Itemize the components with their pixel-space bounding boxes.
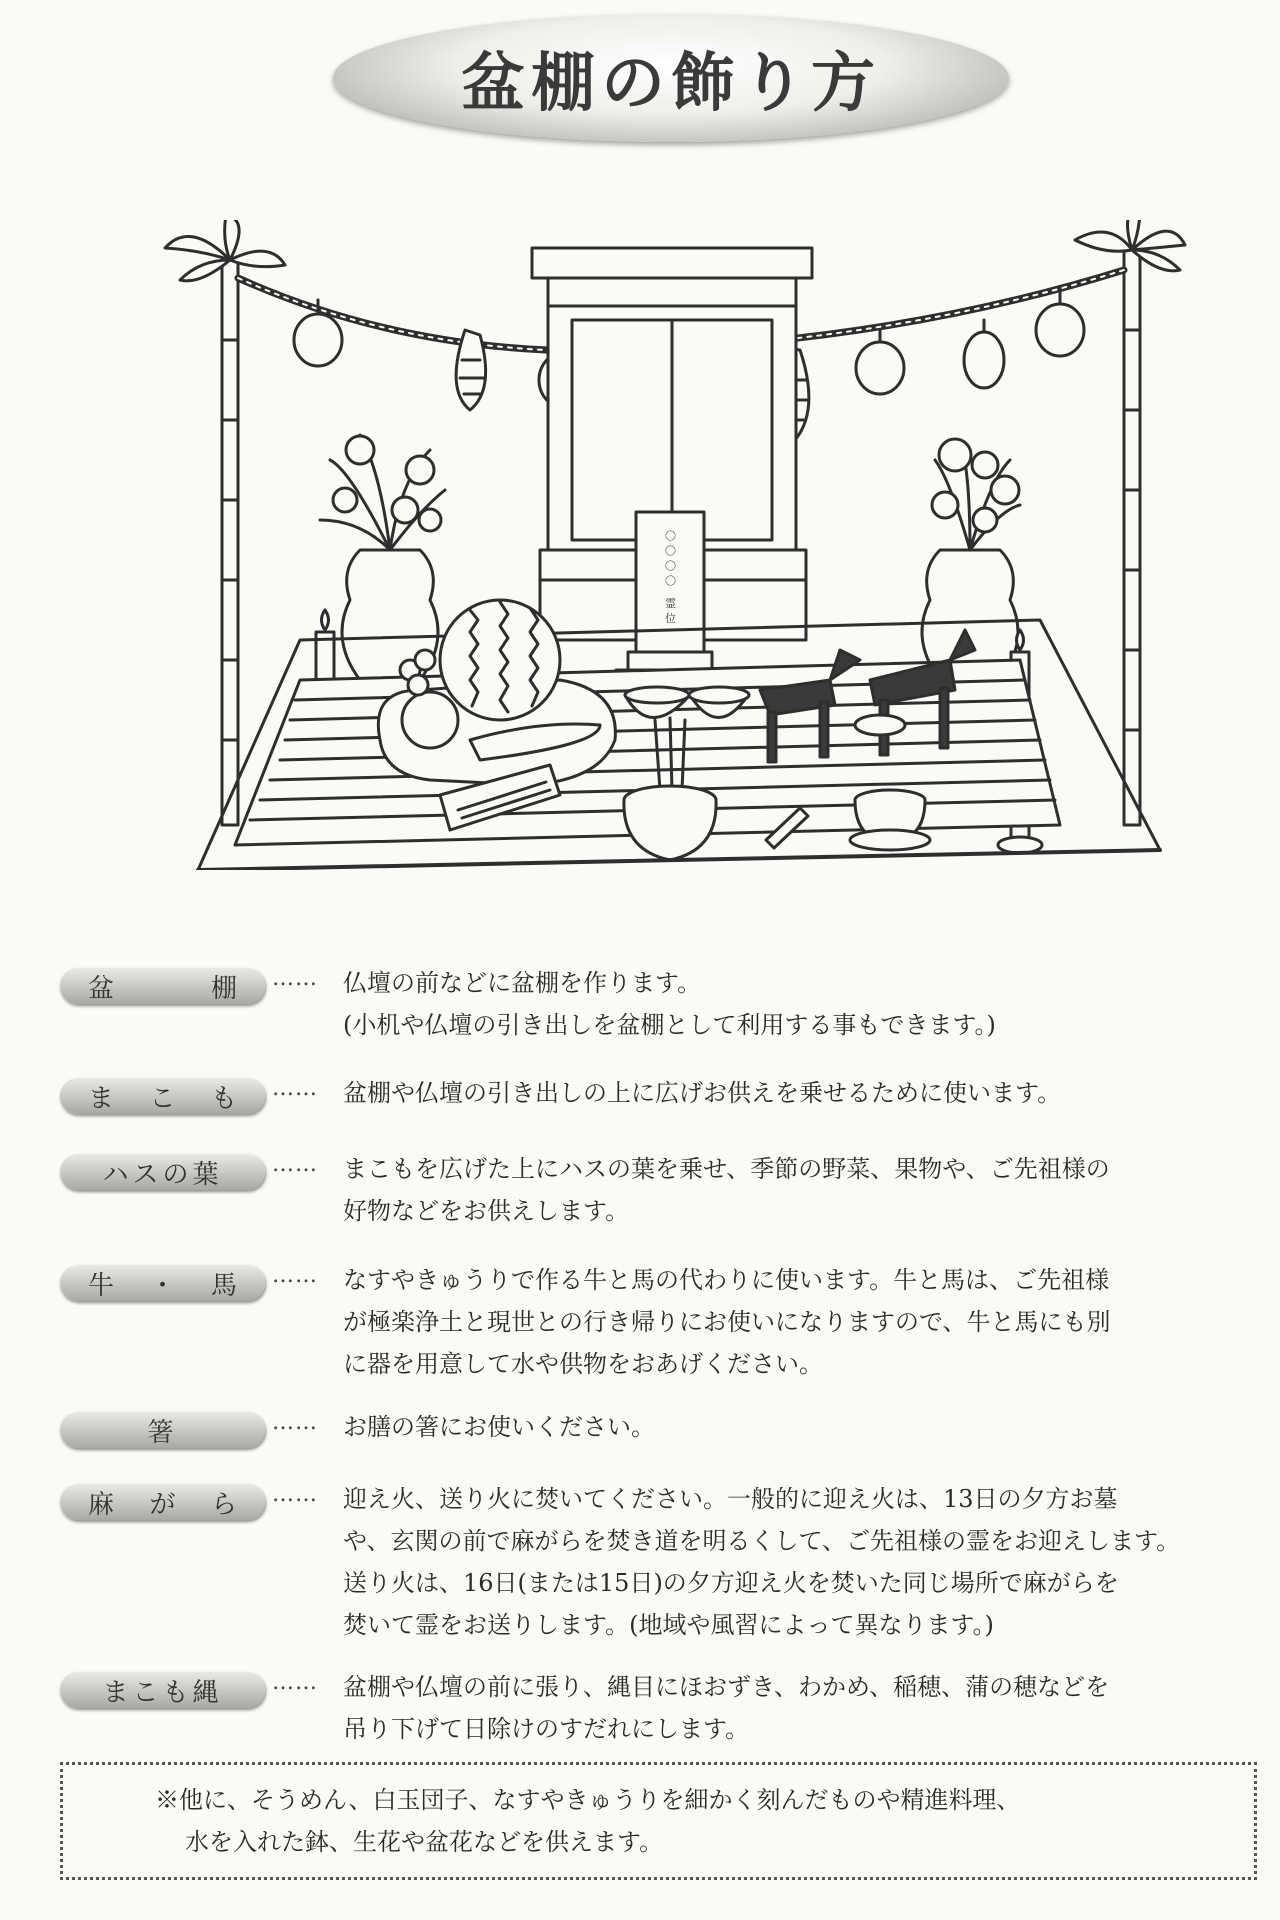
ihai-inscription: 〇〇〇〇 霊位 xyxy=(663,530,677,628)
term-label xyxy=(60,1265,265,1301)
note-box xyxy=(60,1762,1257,1880)
bamboo-pole-left xyxy=(222,260,238,825)
leader-dots: …… xyxy=(272,1152,318,1177)
term-label-part: 棚 xyxy=(210,973,237,1004)
leader-dots: …… xyxy=(272,1076,318,1101)
description-line: (小机や仏壇の引き出しを盆棚として利用する事もできます。) xyxy=(343,1011,996,1039)
note-line: ※他に、そうめん、白玉団子、なすやきゅうりを細かく刻んだものや精進料理、 xyxy=(155,1786,1021,1814)
term-label xyxy=(60,1484,265,1520)
description-line: 焚いて霊をお送りします。(地域や風習によって異なります。) xyxy=(343,1611,994,1639)
corn-hanging xyxy=(456,330,486,410)
term-label xyxy=(60,1412,265,1448)
term-label xyxy=(60,968,265,1004)
description-line: 迎え火、送り火に焚いてください。一般的に迎え火は、13日の夕方お墓 xyxy=(343,1485,1118,1513)
bon-altar-illustration xyxy=(0,220,1280,870)
term-label-part: 馬 xyxy=(210,1270,237,1301)
term-label-part: 盆 xyxy=(88,973,115,1004)
offering-dish xyxy=(855,715,905,735)
page-title: 盆棚の飾り方 xyxy=(461,47,881,121)
term-label-part: ・ xyxy=(149,1270,176,1301)
term-label-part: 牛 xyxy=(88,1270,115,1301)
leader-dots: …… xyxy=(272,1263,318,1288)
flower-vase-left xyxy=(320,435,445,680)
description-line: 吊り下げて日除けのすだれにします。 xyxy=(343,1715,750,1743)
bamboo-pole-right xyxy=(1124,250,1140,825)
hozuki-lantern xyxy=(964,320,1004,388)
item-description xyxy=(343,1478,1263,1646)
item-description xyxy=(343,1072,1263,1114)
hozuki-lantern xyxy=(856,330,904,394)
term-label-part: が xyxy=(149,1489,176,1520)
term-label xyxy=(60,1078,265,1114)
description-line: なすやきゅうりで作る牛と馬の代わりに使います。牛と馬は、ご先祖様 xyxy=(343,1266,1110,1294)
description-line: 盆棚や仏壇の前に張り、縄目にほおずき、わかめ、稲穂、蒲の穂などを xyxy=(343,1673,1110,1701)
description-line: や、玄関の前で麻がらを焚き道を明るくして、ご先祖様の霊をお迎えします。 xyxy=(343,1527,1181,1555)
description-line: まこもを広げた上にハスの葉を乗せ、季節の野菜、果物や、ご先祖様の xyxy=(343,1155,1110,1183)
term-label-part: ら xyxy=(210,1489,237,1520)
leader-dots: …… xyxy=(272,966,318,991)
leader-dots: …… xyxy=(272,1482,318,1507)
title-banner xyxy=(333,14,1009,142)
term-label xyxy=(60,1672,265,1708)
item-description xyxy=(343,1259,1263,1385)
description-line: お膳の箸にお使いください。 xyxy=(343,1413,655,1441)
hozuki-lantern xyxy=(294,300,342,366)
term-label-part: こ xyxy=(149,1083,176,1114)
description-line: 盆棚や仏壇の引き出しの上に広げお供えを乗せるために使います。 xyxy=(343,1079,1062,1107)
hozuki-lantern xyxy=(1036,292,1084,356)
term-label-part: も xyxy=(210,1083,237,1114)
term-label-part: 箸 xyxy=(147,1417,178,1448)
note-line: 水を入れた鉢、生花や盆花などを供えます。 xyxy=(185,1828,664,1856)
description-line: 仏壇の前などに盆棚を作ります。 xyxy=(343,969,702,997)
item-description xyxy=(343,962,1263,1046)
description-line: 好物などをお供えします。 xyxy=(343,1197,630,1225)
term-label-part: ハスの葉 xyxy=(102,1159,223,1190)
leader-dots: …… xyxy=(272,1410,318,1435)
item-description xyxy=(343,1666,1263,1750)
term-label-part: 麻 xyxy=(88,1489,115,1520)
term-label-part: まこも縄 xyxy=(102,1677,223,1708)
item-description xyxy=(343,1406,1263,1448)
term-label xyxy=(60,1154,265,1190)
orin-bell xyxy=(850,790,930,850)
term-label-part: ま xyxy=(88,1083,115,1114)
description-line: 送り火は、16日(または15日)の夕方迎え火を焚いた同じ場所で麻がらを xyxy=(343,1569,1119,1597)
description-line: に器を用意して水や供物をおあげください。 xyxy=(343,1350,823,1378)
item-description xyxy=(343,1148,1263,1232)
leader-dots: …… xyxy=(272,1670,318,1695)
description-line: が極楽浄土と現世との行き帰りにお使いになりますので、牛と馬にも別 xyxy=(343,1308,1111,1336)
